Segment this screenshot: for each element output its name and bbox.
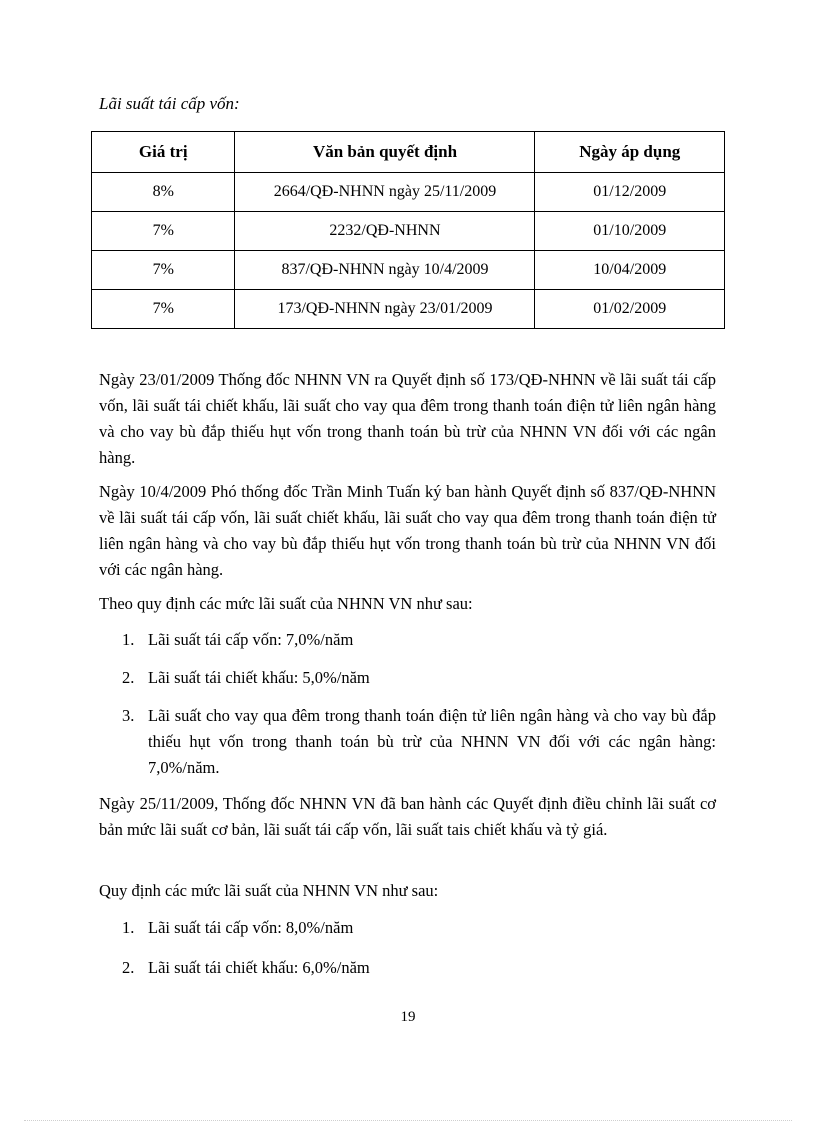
cell-value: 7% xyxy=(92,251,235,290)
table-caption: Lãi suất tái cấp vốn: xyxy=(99,94,240,113)
table-row xyxy=(92,173,725,212)
cell-date: 01/10/2009 xyxy=(535,212,725,251)
list-item xyxy=(122,627,716,653)
paragraph-decision-173: Ngày 23/01/2009 Thống đốc NHNN VN ra Quyết định số 173/QĐ-NHNN về lãi suất tái cấp vốn, lãi suất tái chiết khấu, lãi suất cho vay qua đêm trong thanh toán điện tử liên ngân hàng và cho vay bù đắp thiếu hụt vốn trong thanh toán bù trừ của NHNN VN đối với các ngân hàng. xyxy=(99,370,716,467)
cell-date: 01/02/2009 xyxy=(535,290,725,329)
paragraph-rates-intro-1: Theo quy định các mức lãi suất của NHNN VN như sau: xyxy=(99,594,473,613)
cell-date: 01/12/2009 xyxy=(535,173,725,212)
list-text: Lãi suất tái cấp vốn: 8,0%/năm xyxy=(148,918,354,937)
header-decision: Văn bản quyết định xyxy=(235,132,535,173)
header-effective-date: Ngày áp dụng xyxy=(535,132,725,173)
paragraph-rates-intro-2: Quy định các mức lãi suất của NHNN VN như sau: xyxy=(99,881,439,900)
list-number: 1. xyxy=(122,918,135,937)
list-item xyxy=(122,703,716,781)
interest-rate-table xyxy=(91,131,725,329)
list-number: 1. xyxy=(122,630,135,649)
cell-decision: 173/QĐ-NHNN ngày 23/01/2009 xyxy=(235,290,535,329)
table-row xyxy=(92,290,725,329)
table-header-row xyxy=(92,132,725,173)
cell-decision: 2664/QĐ-NHNN ngày 25/11/2009 xyxy=(235,173,535,212)
page-bottom-rule xyxy=(24,1120,792,1121)
list-text: Lãi suất tái chiết khấu: 5,0%/năm xyxy=(148,668,370,687)
cell-value: 7% xyxy=(92,290,235,329)
cell-value: 8% xyxy=(92,173,235,212)
header-value: Giá trị xyxy=(92,132,235,173)
table-row xyxy=(92,251,725,290)
list-item xyxy=(122,915,716,941)
table-row xyxy=(92,212,725,251)
list-text: Lãi suất tái chiết khấu: 6,0%/năm xyxy=(148,958,370,977)
cell-date: 10/04/2009 xyxy=(535,251,725,290)
paragraph-decision-nov-2009: Ngày 25/11/2009, Thống đốc NHNN VN đã ban hành các Quyết định điều chỉnh lãi suất cơ bản mức lãi suất cơ bản, lãi suất tái cấp vốn, lãi suất tais chiết khấu và tỷ giá. xyxy=(99,794,716,839)
list-item xyxy=(122,955,716,981)
page-number: 19 xyxy=(400,1009,416,1025)
cell-decision: 837/QĐ-NHNN ngày 10/4/2009 xyxy=(235,251,535,290)
list-text: Lãi suất cho vay qua đêm trong thanh toán điện tử liên ngân hàng và cho vay bù đắp thiếu hụt vốn trong thanh toán bù trừ của NHNN VN đối với các ngân hàng: 7,0%/năm. xyxy=(148,706,716,777)
list-number: 3. xyxy=(122,706,135,725)
list-text: Lãi suất tái cấp vốn: 7,0%/năm xyxy=(148,630,354,649)
list-item xyxy=(122,665,716,691)
cell-value: 7% xyxy=(92,212,235,251)
list-number: 2. xyxy=(122,668,135,687)
cell-decision: 2232/QĐ-NHNN xyxy=(235,212,535,251)
paragraph-decision-837: Ngày 10/4/2009 Phó thống đốc Trần Minh Tuấn ký ban hành Quyết định số 837/QĐ-NHNN về lãi suất tái cấp vốn, lãi suất chiết khấu, lãi suất cho vay qua đêm trong thanh toán điện tử liên ngân hàng và cho vay bù đắp thiếu hụt vốn trong thanh toán bù trừ của NHNN VN đối với các ngân hàng. xyxy=(99,482,716,579)
list-number: 2. xyxy=(122,958,135,977)
